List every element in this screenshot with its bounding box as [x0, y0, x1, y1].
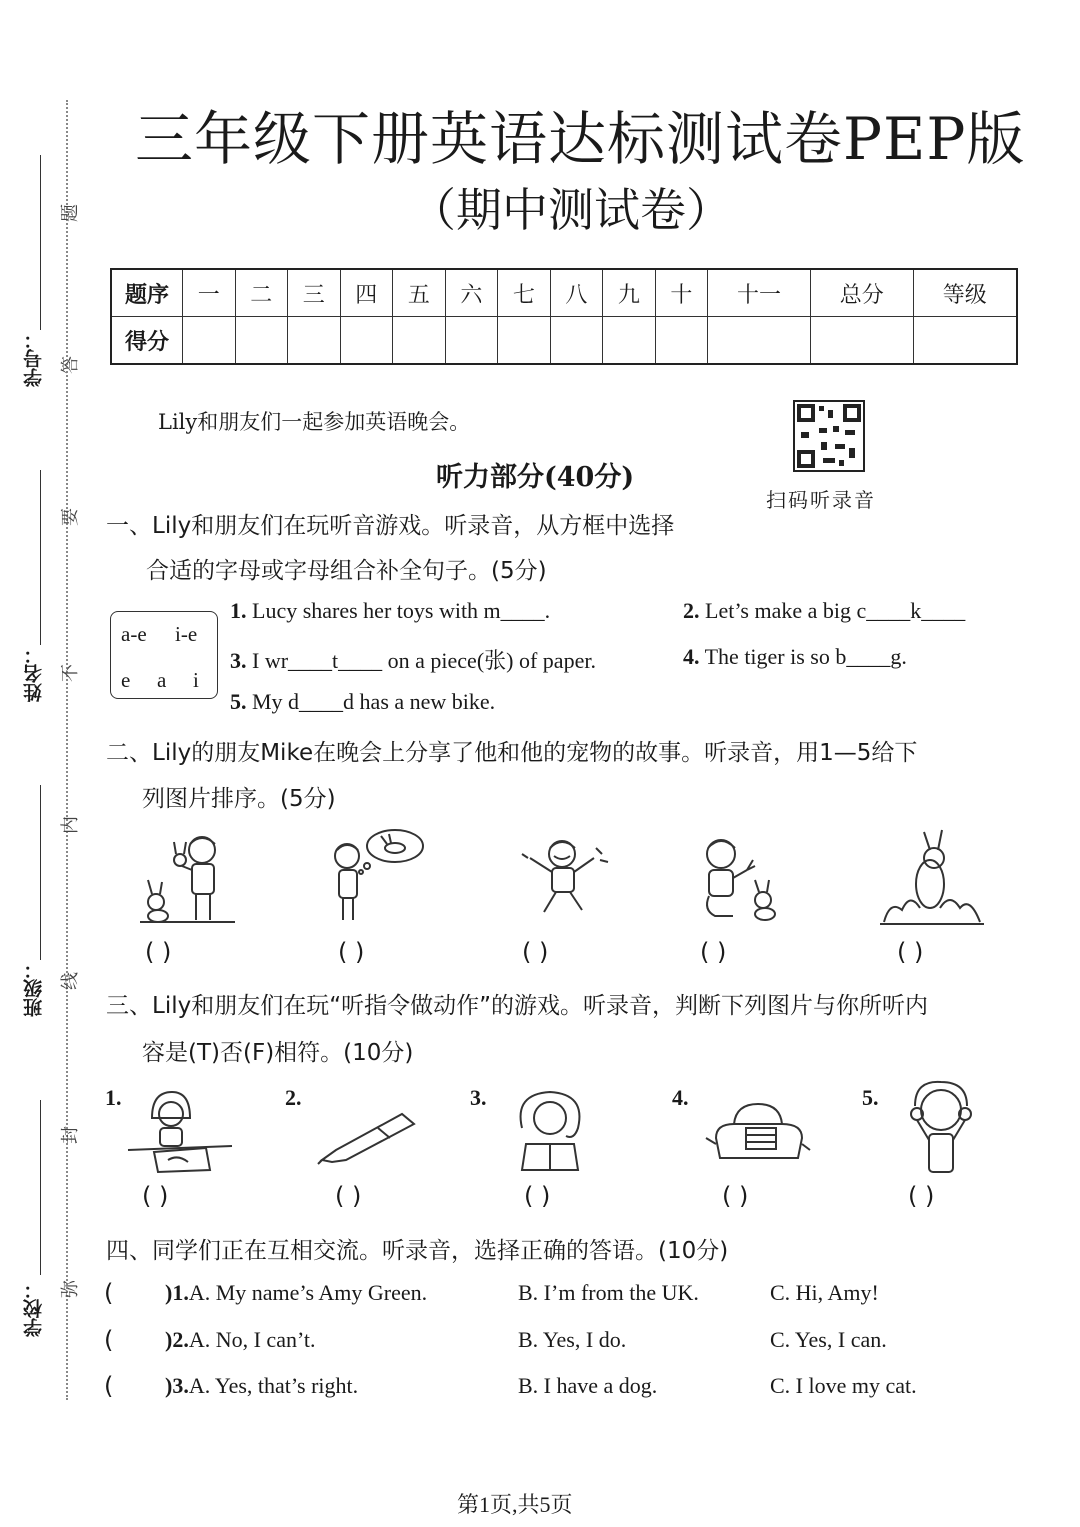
score-col: 三	[288, 269, 341, 317]
option-a: A. Yes, that’s right.	[188, 1373, 359, 1398]
seal-char: 要	[60, 508, 81, 526]
answer-paren[interactable]: (	[104, 1326, 114, 1354]
q-number: 4.	[683, 644, 700, 669]
class-line	[40, 785, 41, 960]
section4-instruction: 四、同学们正在互相交流。听录音，选择正确的答语。(10分)	[106, 1238, 729, 1264]
letter-option: e	[121, 668, 131, 692]
tf-answer-blank-1[interactable]: ( )	[142, 1182, 169, 1210]
pen-picture	[318, 1110, 418, 1170]
student-id-label: 学号：	[23, 330, 45, 387]
q-text: Let’s make a big c____k____	[705, 598, 966, 623]
q-text: My d____d has a new bike.	[252, 689, 496, 714]
score-col: 九	[603, 269, 656, 317]
option-a: A. My name’s Amy Green.	[188, 1280, 428, 1305]
qr-caption: 扫码听录音	[766, 488, 876, 512]
score-col: 等级	[913, 269, 1017, 317]
s4-question-1	[165, 1280, 427, 1306]
score-cell[interactable]	[810, 317, 913, 365]
boy-holding-rabbit-picture	[140, 830, 240, 930]
tf-answer-blank-3[interactable]: ( )	[524, 1182, 551, 1210]
name-line	[40, 470, 41, 645]
q-number: )3.	[165, 1373, 189, 1398]
answer-paren[interactable]: (	[104, 1372, 114, 1400]
section1-instruction-cont: 合适的字母或字母组合补全句子。(5分)	[146, 558, 547, 584]
girl-drawing-picture	[128, 1088, 233, 1173]
seal-char: 题	[60, 204, 81, 222]
name-label: 姓名：	[23, 645, 45, 702]
score-col: 十	[655, 269, 708, 317]
s1-question-3	[230, 644, 596, 675]
score-cell[interactable]	[393, 317, 446, 365]
s4-q1-option-b: B. I’m from the UK.	[518, 1280, 699, 1305]
s4-q2-option-c: C. Yes, I can.	[770, 1327, 887, 1352]
boy-thinking-of-rabbit-picture	[325, 830, 435, 930]
q-text: I wr____t____ on a piece(张) of paper.	[252, 648, 596, 673]
s4-q3-option-c: C. I love my cat.	[770, 1373, 917, 1398]
section1-instruction: 一、Lily和朋友们在玩听音游戏。听录音，从方框中选择	[106, 513, 675, 539]
page-subtitle: （期中测试卷）	[410, 183, 732, 237]
q-number: 2.	[683, 598, 700, 623]
seal-char: 弥	[60, 1280, 81, 1298]
score-cell[interactable]	[445, 317, 498, 365]
letter-choice-box	[110, 611, 218, 699]
student-id-line	[40, 155, 41, 330]
seal-char: 不	[60, 664, 81, 682]
seal-char: 线	[60, 972, 81, 990]
s1-question-4	[683, 644, 907, 670]
letter-option: i	[193, 668, 199, 692]
option-a: A. No, I can’t.	[188, 1327, 316, 1352]
s4-question-2	[165, 1327, 316, 1353]
section3-instruction-cont: 容是(T)否(F)相符。(10分)	[142, 1040, 414, 1066]
rabbit-in-grass-picture	[880, 830, 985, 930]
section3-instruction: 三、Lily和朋友们在玩“听指令做动作”的游戏。听录音，判断下列图片与你所听内	[106, 993, 929, 1019]
score-cell[interactable]	[183, 317, 236, 365]
s3-item-number: 4.	[672, 1085, 689, 1110]
s4-question-3	[165, 1373, 358, 1399]
score-col: 总分	[810, 269, 913, 317]
s3-item-number: 1.	[105, 1085, 122, 1110]
answer-paren[interactable]: (	[104, 1279, 114, 1307]
q-number: )1.	[165, 1280, 189, 1305]
boy-jumping-picture	[520, 830, 620, 930]
s1-question-2	[683, 598, 965, 624]
order-answer-blank-4[interactable]: ( )	[700, 938, 727, 966]
score-cell[interactable]	[235, 317, 288, 365]
seal-char: 答	[60, 356, 81, 374]
s1-question-1	[230, 598, 550, 624]
order-answer-blank-2[interactable]: ( )	[338, 938, 365, 966]
q-number: 1.	[230, 598, 247, 623]
q-text: Lucy shares her toys with m____.	[252, 598, 551, 623]
tf-answer-blank-2[interactable]: ( )	[335, 1182, 362, 1210]
score-table-score-row	[111, 317, 1017, 365]
score-cell[interactable]	[288, 317, 341, 365]
s4-q2-option-b: B. Yes, I do.	[518, 1327, 627, 1352]
q-number: )2.	[165, 1327, 189, 1352]
order-answer-blank-3[interactable]: ( )	[522, 938, 549, 966]
score-table-header-row	[111, 269, 1017, 317]
qr-code-icon[interactable]	[793, 400, 865, 472]
score-col: 八	[550, 269, 603, 317]
score-cell[interactable]	[340, 317, 393, 365]
score-col: 一	[183, 269, 236, 317]
girl-reading-picture	[508, 1088, 598, 1173]
seal-char: 内	[60, 816, 81, 834]
score-col: 六	[445, 269, 498, 317]
section2-instruction: 二、Lily的朋友Mike在晚会上分享了他和他的宠物的故事。听录音，用1—5给下	[106, 740, 918, 766]
s3-item-number: 2.	[285, 1085, 302, 1110]
s1-question-5	[230, 689, 495, 715]
score-col: 十一	[708, 269, 811, 317]
page-footer: 第1页,共5页	[457, 1492, 573, 1517]
s4-q1-option-c: C. Hi, Amy!	[770, 1280, 879, 1305]
school-line	[40, 1100, 41, 1275]
score-col: 四	[340, 269, 393, 317]
score-col: 七	[498, 269, 551, 317]
score-cell[interactable]	[550, 317, 603, 365]
score-table-head: 得分	[111, 317, 183, 365]
score-table	[110, 268, 1018, 365]
score-cell[interactable]	[655, 317, 708, 365]
binding-dotted-line	[66, 100, 68, 1400]
section2-instruction-cont: 列图片排序。(5分)	[142, 786, 336, 812]
schoolbag-picture	[706, 1098, 811, 1168]
letter-option: a	[157, 668, 167, 692]
boy-touching-head-picture	[905, 1080, 975, 1175]
score-cell[interactable]	[603, 317, 656, 365]
school-label: 学校：	[23, 1280, 45, 1337]
score-col: 五	[393, 269, 446, 317]
seal-char: 封	[60, 1126, 81, 1144]
page-title: 三年级下册英语达标测试卷PEP版	[135, 105, 1026, 173]
s3-item-number: 5.	[862, 1085, 879, 1110]
tf-answer-blank-4[interactable]: ( )	[722, 1182, 749, 1210]
score-col: 二	[235, 269, 288, 317]
s4-q3-option-b: B. I have a dog.	[518, 1373, 658, 1398]
q-number: 3.	[230, 648, 247, 673]
class-label: 班级：	[23, 960, 45, 1017]
boy-feeding-rabbit-picture	[693, 830, 793, 930]
q-text: The tiger is so b____g.	[704, 644, 907, 669]
letter-option: a-e	[121, 622, 147, 646]
letter-option: i-e	[175, 622, 198, 646]
order-answer-blank-5[interactable]: ( )	[897, 938, 924, 966]
score-cell[interactable]	[498, 317, 551, 365]
order-answer-blank-1[interactable]: ( )	[145, 938, 172, 966]
q-number: 5.	[230, 689, 247, 714]
intro-text: Lily和朋友们一起参加英语晚会。	[158, 410, 471, 434]
listening-section-title: 听力部分(40分)	[436, 462, 635, 493]
score-cell[interactable]	[708, 317, 811, 365]
s3-item-number: 3.	[470, 1085, 487, 1110]
score-cell[interactable]	[913, 317, 1017, 365]
score-table-head: 题序	[111, 269, 183, 317]
tf-answer-blank-5[interactable]: ( )	[908, 1182, 935, 1210]
